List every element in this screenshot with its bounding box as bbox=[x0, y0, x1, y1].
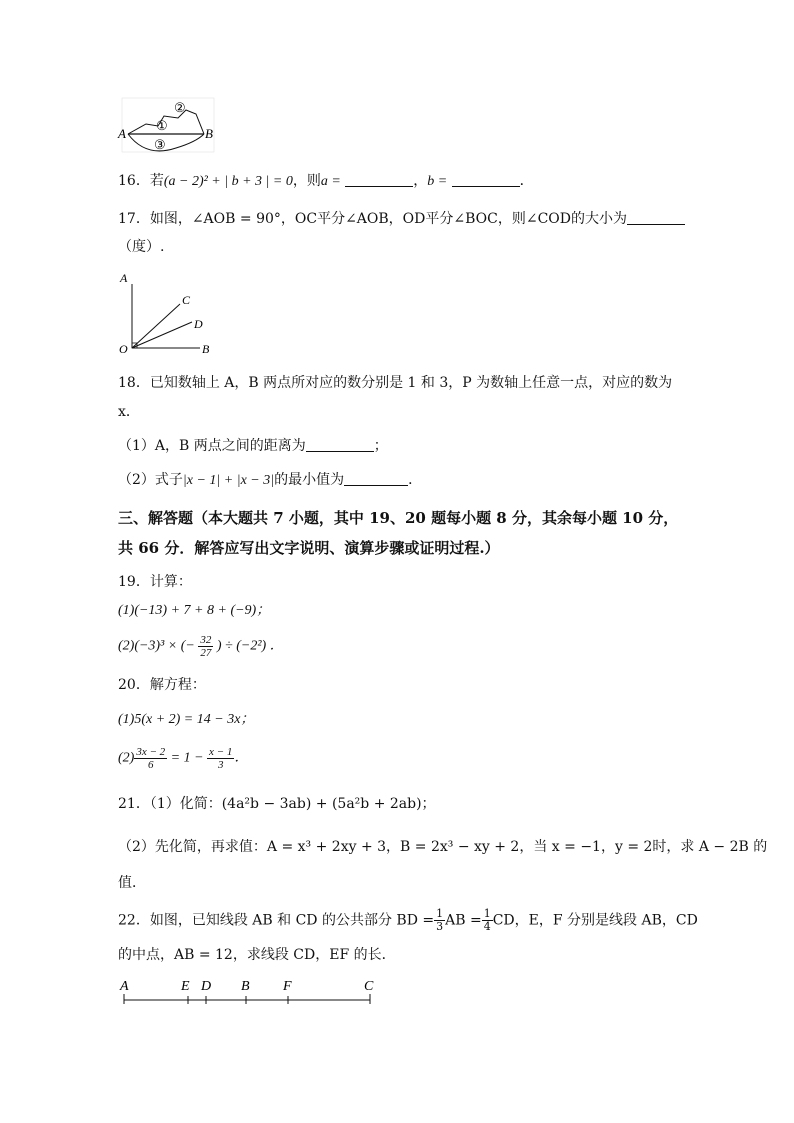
q22-fraction-2 bbox=[482, 908, 493, 933]
q19-part2-post: ) ÷ (−2²) ． bbox=[216, 638, 284, 654]
question-16 bbox=[118, 171, 534, 192]
q20-part2-mid: = 1 − bbox=[167, 750, 208, 766]
q15-path-figure bbox=[116, 96, 220, 154]
q22-fraction-1 bbox=[434, 908, 445, 933]
q16-number: 16． bbox=[118, 173, 150, 189]
q22-line1 bbox=[118, 908, 698, 933]
q22-mid: AB = bbox=[445, 912, 482, 929]
section-3-heading-line2: 共 66 分．解答应写出文字说明、演算步骤或证明过程.） bbox=[118, 539, 500, 557]
q19-part1: (1)(−13) + 7 + 8 + (−9)； bbox=[118, 603, 271, 618]
q22-segment-figure bbox=[116, 974, 386, 1008]
q20-part2-end: ． bbox=[234, 750, 249, 766]
q20-title: 20．解方程： bbox=[118, 677, 206, 693]
q22-label-e: E bbox=[181, 979, 190, 994]
q19-title: 19．计算： bbox=[118, 574, 192, 590]
q18-part2-post: 的最小值为 bbox=[274, 472, 345, 488]
q15-label-b: B bbox=[205, 126, 213, 141]
q19-part2 bbox=[118, 634, 284, 659]
q20-part2 bbox=[118, 746, 248, 771]
q17-label-b: B bbox=[202, 342, 210, 356]
q15-path3-label: ③ bbox=[154, 137, 166, 152]
q20-fraction-1-numerator: 3x − 2 bbox=[136, 746, 166, 758]
q16-pre: 若 bbox=[149, 173, 164, 189]
q18-part1-text: （1）A，B 两点之间的距离为 bbox=[118, 438, 306, 454]
q17-label-c: C bbox=[182, 293, 191, 307]
q18-part2-pre: （2）式子 bbox=[118, 472, 183, 488]
q22-label-f: F bbox=[283, 979, 292, 994]
q22-line2: 的中点，AB = 12，求线段 CD，EF 的长． bbox=[118, 947, 396, 963]
q18-part2 bbox=[118, 470, 422, 491]
q17-angle-figure bbox=[116, 270, 216, 360]
q15-path1-label: ① bbox=[156, 118, 168, 133]
q21-part1: 21．（1）化简：(4a²b − 3ab) + (5a²b + 2ab)； bbox=[118, 796, 436, 812]
q16-a-blank[interactable] bbox=[345, 172, 413, 187]
q16-b-label: b = bbox=[427, 174, 448, 189]
q17-answer-blank[interactable] bbox=[627, 210, 685, 225]
q18-line1: 18．已知数轴上 A，B 两点所对应的数分别是 1 和 3，P 为数轴上任意一点，对应的数为 bbox=[118, 375, 673, 391]
q20-part1: (1)5(x + 2) = 14 − 3x； bbox=[118, 712, 255, 727]
q22-fraction-1-numerator: 1 bbox=[436, 907, 444, 920]
q17-label-d: D bbox=[194, 317, 203, 331]
q17-number: 17． bbox=[118, 211, 150, 227]
q15-label-a: A bbox=[118, 126, 126, 141]
q19-fraction bbox=[198, 634, 213, 659]
q18-part2-expression: |x − 1| + |x − 3| bbox=[182, 473, 275, 488]
q22-fraction-1-denominator: 3 bbox=[436, 920, 444, 933]
q22-post: CD，E，F 分别是线段 AB，CD bbox=[492, 912, 698, 929]
q16-expression: (a − 2)² + | b + 3 | = 0 bbox=[163, 174, 293, 189]
q16-mid: ，则 bbox=[292, 173, 321, 189]
q17-text: 如图，∠AOB = 90°，OC平分∠AOB，OD平分∠BOC，则∠COD的大小为 bbox=[149, 211, 627, 227]
q16-b-blank[interactable] bbox=[452, 172, 520, 187]
q20-fraction-2-denominator: 3 bbox=[217, 759, 224, 771]
q22-fraction-2-denominator: 4 bbox=[483, 920, 491, 933]
q18-part1 bbox=[118, 436, 388, 456]
q21-part2-end: 值． bbox=[118, 875, 146, 891]
q18-part2-end: ． bbox=[408, 472, 423, 488]
q16-sep: ， bbox=[413, 173, 428, 189]
q22-label-b: B bbox=[241, 979, 250, 994]
q20-fraction-2 bbox=[207, 746, 234, 771]
q20-fraction-1-denominator: 6 bbox=[147, 759, 154, 771]
q19-fraction-numerator: 32 bbox=[200, 634, 212, 646]
q17-unit: （度）. bbox=[118, 239, 165, 255]
q22-label-a: A bbox=[120, 979, 129, 994]
q19-fraction-denominator: 27 bbox=[200, 647, 212, 659]
q22-label-d: D bbox=[201, 979, 212, 994]
q22-pre: 22．如图，已知线段 AB 和 CD 的公共部分 BD = bbox=[118, 912, 435, 929]
q18-line2: x． bbox=[118, 404, 140, 420]
q20-fraction-1 bbox=[134, 746, 167, 771]
question-17 bbox=[118, 209, 685, 229]
q22-fraction-2-numerator: 1 bbox=[483, 907, 491, 920]
q16-end: ． bbox=[519, 173, 534, 189]
q19-part2-pre: (2)(−3)³ × (− bbox=[118, 638, 195, 654]
q20-part2-pre: (2) bbox=[118, 750, 135, 766]
q18-part1-blank[interactable] bbox=[306, 437, 374, 452]
q17-label-a: A bbox=[120, 271, 128, 285]
q18-part1-end: ； bbox=[373, 438, 388, 454]
q20-fraction-2-numerator: x − 1 bbox=[209, 746, 233, 758]
q17-label-o: O bbox=[119, 342, 128, 356]
section-3-heading-line1: 三、解答题（本大题共 7 小题，其中 19、20 题每小题 8 分，其余每小题 10 分， bbox=[118, 509, 679, 527]
q18-part2-blank[interactable] bbox=[344, 471, 408, 486]
q15-path2-label: ② bbox=[174, 100, 186, 115]
q22-label-c: C bbox=[364, 979, 374, 994]
q21-part2: （2）先化简，再求值：A = x³ + 2xy + 3，B = 2x³ − xy + 2，当 x = −1，y = 2时，求 A − 2B 的 bbox=[118, 839, 768, 855]
q16-a-label: a = bbox=[320, 174, 341, 189]
